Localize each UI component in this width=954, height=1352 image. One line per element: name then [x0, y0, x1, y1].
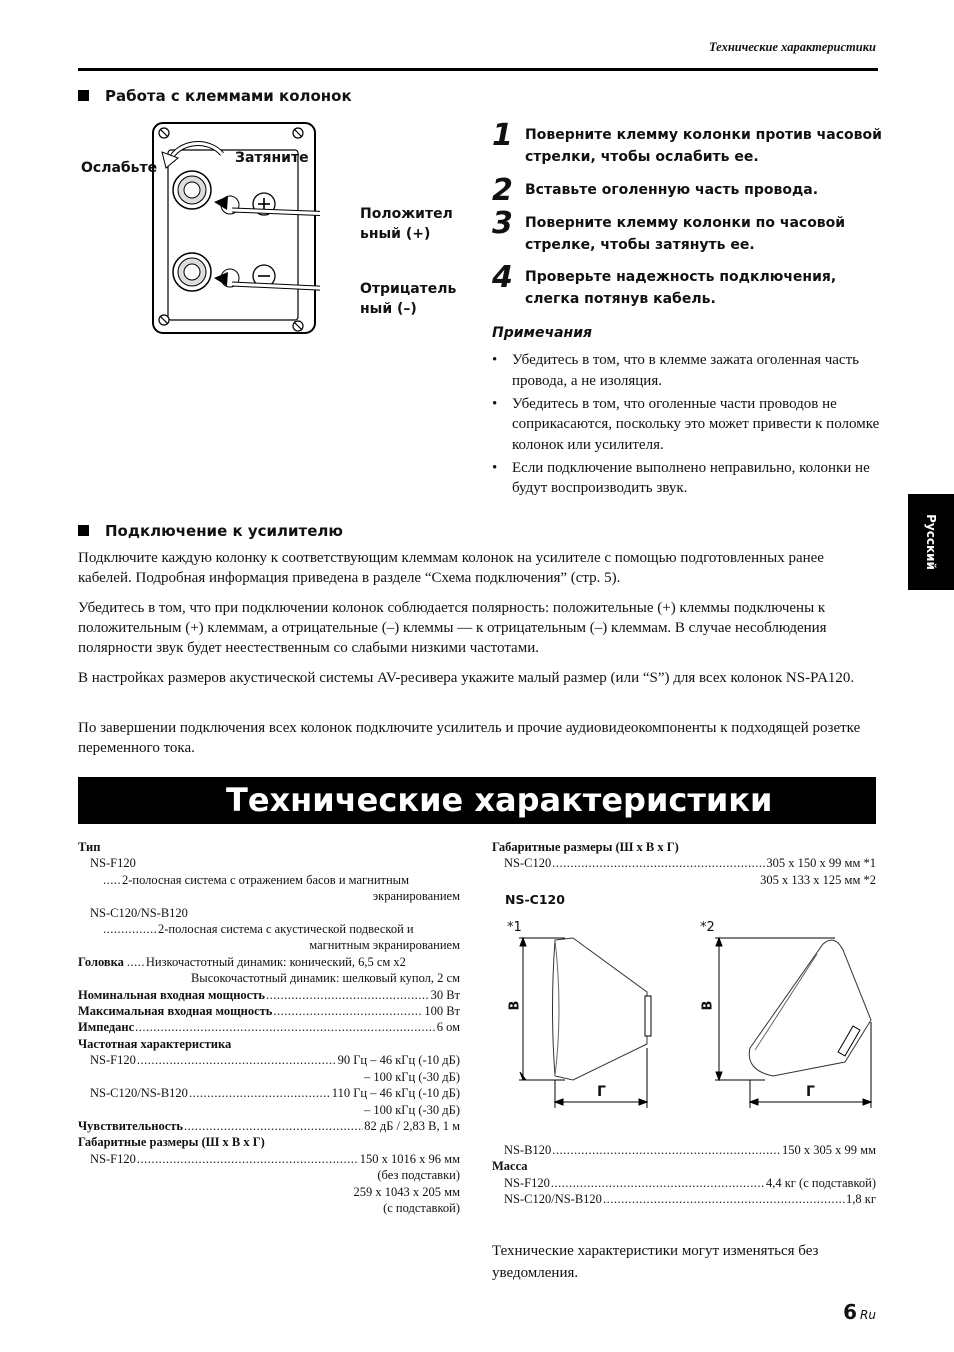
- figure2-depth-label: Г: [806, 1084, 815, 1100]
- header-rule: [78, 68, 878, 71]
- spec-value: 305 x 150 x 99 мм *1: [766, 856, 876, 871]
- spec-label-dimensions: Габаритные размеры (Ш x В x Г): [492, 840, 679, 854]
- specs-left-column: [78, 839, 460, 1216]
- step-text: Проверьте надежность подключения, слегка потянув кабель.: [525, 269, 837, 307]
- step-2: [492, 173, 882, 208]
- spec-label-head: Головка: [78, 954, 124, 969]
- banner-title: Технические характеристики: [226, 781, 773, 819]
- spec-value: 6 ом: [436, 1020, 460, 1035]
- note-item: • Убедитесь в том, что в клемме зажата оголенная часть провода, а не изоляция.: [492, 350, 882, 391]
- specs-right-column-lower: [492, 1142, 876, 1208]
- step-number: 3: [492, 206, 513, 241]
- spec-value: (с подставкой): [383, 1200, 460, 1215]
- paragraph: В настройках размеров акустической системы AV-ресивера укажите малый размер (или “S”) для всех колонок NS-PA120.: [78, 670, 855, 686]
- paragraph: По завершении подключения всех колонок подключите усилитель и прочие аудиовидеокомпоненты к подходящей розетке переменного тока.: [78, 720, 861, 756]
- spec-model: NS-F120: [90, 1053, 136, 1068]
- section-title: Подключение к усилителю: [105, 522, 343, 540]
- step-text: Поверните клемму колонки против часовой стрелки, чтобы ослабить ее.: [525, 127, 882, 165]
- spec-label-power: Номинальная входная мощность: [78, 987, 265, 1002]
- spec-row: [78, 1151, 460, 1167]
- spec-row: [78, 872, 460, 888]
- page-lang-code: Ru: [860, 1308, 876, 1322]
- label-positive: Положител ьный (+): [360, 206, 453, 242]
- spec-value: 2-полосная система с акустической подвеской и: [158, 922, 414, 937]
- spec-row: [78, 1003, 460, 1019]
- step-1: [492, 118, 882, 168]
- spec-value: 2-полосная система с отражением басов и магнитным: [122, 872, 409, 887]
- spec-value: магнитным экранированием: [309, 938, 460, 953]
- spec-label-max-power: Максимальная входная мощность: [78, 1004, 273, 1019]
- note-item: • Если подключение выполнено неправильно, колонки не будут воспроизводить звук.: [492, 458, 882, 499]
- page-number-value: 6: [843, 1300, 858, 1324]
- figure-title: NS-C120: [505, 892, 565, 907]
- spec-value: 30 Вт: [430, 987, 460, 1002]
- step-number: 1: [492, 118, 513, 153]
- label-tighten: Затяните: [235, 150, 309, 166]
- spec-value: (без подставки): [377, 1168, 460, 1183]
- spec-model: NS-C120/NS-B120: [504, 1192, 602, 1207]
- language-tab-label: Русский: [924, 514, 938, 570]
- figure-mark-1: *1: [507, 920, 522, 935]
- spec-row: [78, 1118, 460, 1134]
- spec-model: NS-C120/NS-B120: [90, 1086, 188, 1101]
- spec-value: 4,4 кг (с подставкой): [765, 1175, 876, 1190]
- label-loosen: Ослабьте: [81, 160, 158, 176]
- spec-value: 100 Вт: [424, 1004, 460, 1019]
- specs-banner: [78, 777, 876, 824]
- heading-square-icon: [78, 90, 89, 101]
- running-header: Технические характеристики: [709, 40, 876, 54]
- spec-value: 305 x 133 x 125 мм *2: [760, 872, 876, 887]
- spec-row: [78, 1052, 460, 1068]
- paragraph: Подключите каждую колонку к соответствующим клеммам колонок на усилителе с помощью подготовленных ранее кабелей. Подробная информация приведена в разделе “Схема подключения” (стр. 5).: [78, 550, 824, 586]
- spec-model: NS-F120: [504, 1175, 550, 1190]
- spec-value: 150 x 305 x 99 мм: [782, 1143, 876, 1157]
- spec-label-frequency: Частотная характеристика: [78, 1036, 232, 1051]
- spec-row: [492, 1142, 876, 1158]
- spec-value: Низкочастотный динамик: конический, 6,5 см x2: [145, 954, 406, 969]
- spec-model: NS-B120: [504, 1143, 552, 1157]
- step-text: Поверните клемму колонки по часовой стрелке, чтобы затянуть ее.: [525, 215, 846, 253]
- section-heading-amplifier: [78, 522, 343, 540]
- spec-value: 1,8 кг: [846, 1192, 876, 1207]
- step-3: [492, 206, 882, 256]
- note-item: • Убедитесь в том, что оголенные части проводов не соприкасаются, поскольку это может привести к поломке колонок или усилителя.: [492, 394, 882, 456]
- paragraph: Убедитесь в том, что при подключении колонок соблюдается полярность: положительные (+) клеммы подключены к положительным (+) клеммам, а отрицательные (–) клеммы — к отрицательным (–) клеммам. В случае несоблюдения полярности звук будет неестественным со слабыми низкими частотами.: [78, 600, 827, 656]
- spec-value: 150 x 1016 x 96 мм: [359, 1151, 460, 1166]
- figure2-height-label: В: [700, 1000, 716, 1011]
- section-heading-terminals: [78, 87, 352, 105]
- specs-right-column: [492, 839, 876, 888]
- center-speaker-dimensions-illustration: [505, 930, 885, 1110]
- spec-value: 259 x 1043 x 205 мм: [353, 1184, 460, 1199]
- spec-value: 90 Гц – 46 кГц (-10 дБ): [337, 1053, 460, 1068]
- spec-label-impedance: Импеданс: [78, 1020, 135, 1035]
- spec-value: экранированием: [372, 889, 460, 904]
- spec-label-type: Тип: [78, 840, 101, 854]
- spec-value: – 100 кГц (-30 дБ): [363, 1102, 460, 1117]
- figure-mark-2: *2: [700, 920, 715, 935]
- spec-label-sensitivity: Чувствительность: [78, 1118, 184, 1133]
- spec-row: [78, 987, 460, 1003]
- step-number: 2: [492, 173, 513, 208]
- spec-model: NS-F120: [90, 856, 136, 871]
- notes-list: [492, 350, 882, 501]
- spec-label-mass: Масса: [492, 1159, 528, 1174]
- spec-model: NS-C120: [504, 856, 552, 871]
- spec-row: [78, 921, 460, 937]
- heading-square-icon: [78, 525, 89, 536]
- spec-row: [492, 1191, 876, 1207]
- spec-row: [78, 954, 460, 970]
- spec-value: 110 Гц – 46 кГц (-10 дБ): [331, 1086, 460, 1101]
- spec-row: [492, 1175, 876, 1191]
- spec-model: NS-C120/NS-B120: [90, 905, 188, 920]
- label-negative: Отрицатель ный (–): [360, 281, 457, 317]
- spec-model: NS-F120: [90, 1151, 136, 1166]
- figure1-height-label: В: [507, 1000, 523, 1011]
- notes-heading: Примечания: [492, 325, 593, 341]
- spec-row: [78, 1085, 460, 1101]
- step-4: [492, 260, 882, 310]
- spec-value: Высокочастотный динамик: шелковый купол, 2 см: [190, 971, 460, 986]
- step-number: 4: [492, 260, 513, 295]
- page-number: [843, 1300, 876, 1324]
- spec-label-dimensions: Габаритные размеры (Ш x В x Г): [78, 1135, 265, 1150]
- spec-row: [78, 1019, 460, 1035]
- step-text: Вставьте оголенную часть провода.: [525, 182, 819, 198]
- section-title: Работа с клеммами колонок: [105, 87, 352, 105]
- spec-value: – 100 кГц (-30 дБ): [363, 1069, 460, 1084]
- figure1-depth-label: Г: [597, 1084, 606, 1100]
- closing-note: Технические характеристики могут изменяться без уведомления.: [492, 1243, 819, 1281]
- language-tab: [908, 494, 954, 590]
- spec-row: [492, 855, 876, 871]
- spec-value: 82 дБ / 2,83 В, 1 м: [364, 1118, 460, 1133]
